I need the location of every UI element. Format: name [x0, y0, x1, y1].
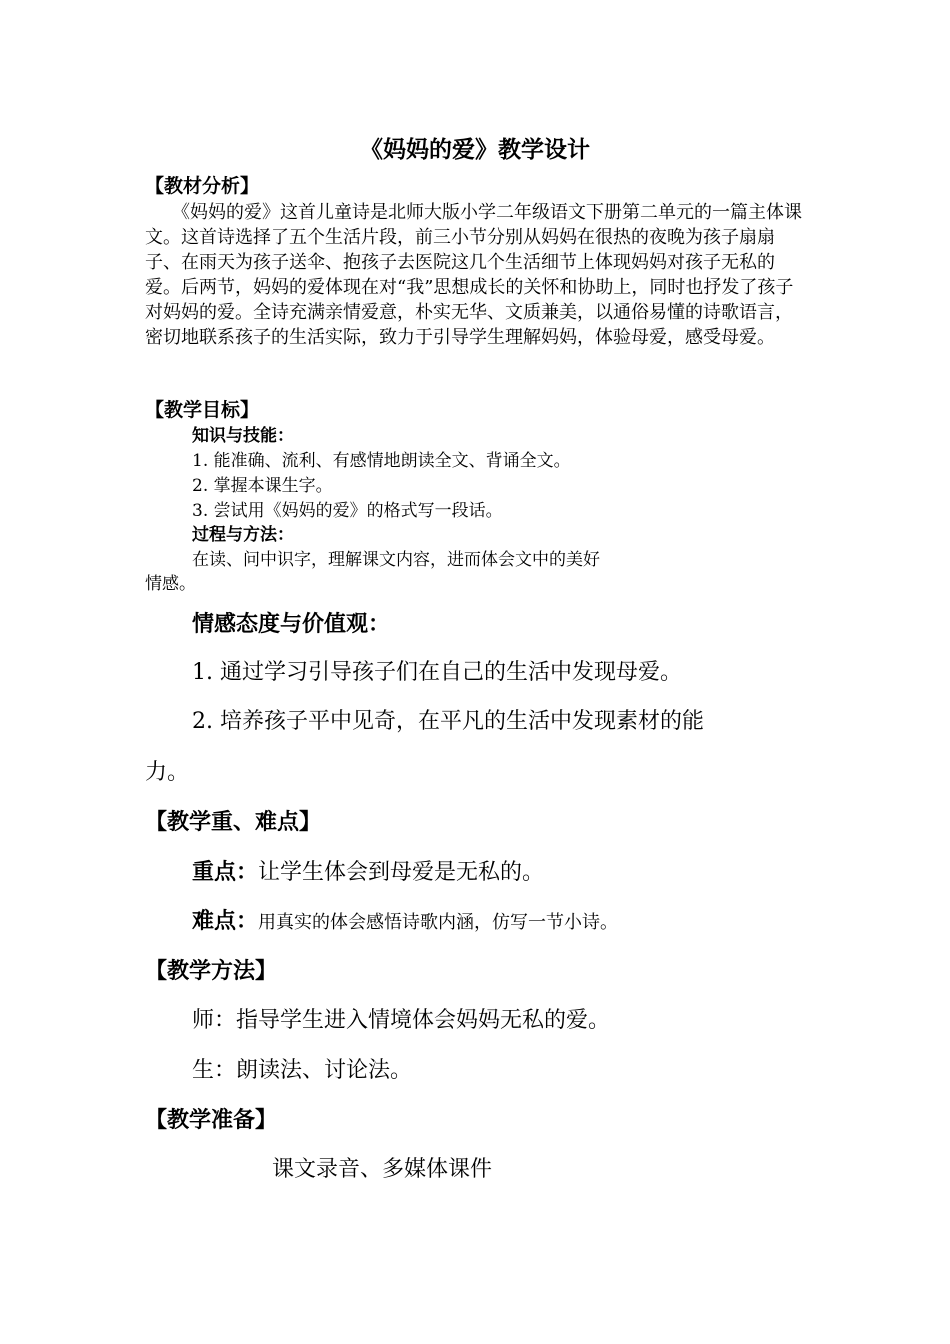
key-points-heading: 【教学重、难点】 [145, 809, 322, 835]
methods-heading: 【教学方法】 [145, 958, 278, 984]
preparation-heading: 【教学准备】 [145, 1107, 278, 1133]
attitude-item-1: 1. 通过学习引导孩子们在自己的生活中发现母爱。 [192, 660, 682, 685]
methods-student: 生：朗读法、讨论法。 [192, 1058, 413, 1083]
difficult-point-text: 用真实的体会感悟诗歌内涵，仿写一节小诗。 [258, 912, 619, 933]
document-title: 《妈妈的爱》教学设计 [360, 136, 590, 163]
analysis-heading: 【教材分析】 [145, 175, 260, 197]
knowledge-item-3: 3. 尝试用《妈妈的爱》的格式写一段话。 [192, 501, 503, 521]
methods-teacher: 师：指导学生进入情境体会妈妈无私的爱。 [192, 1008, 611, 1033]
key-point-text: 让学生体会到母爱是无私的。 [258, 860, 545, 885]
analysis-paragraph: 《妈妈的爱》这首儿童诗是北师大版小学二年级语文下册第二单元的一篇主体课文。这首诗选择了五个生活片段，前三小节分别从妈妈在很热的夜晚为孩子扇扇子、在雨天为孩子送伞、抱孩子去医院这几个生活细节上体现妈妈对孩子无私的爱。后两节，妈妈的爱体现在对“我”思想成长的关怀和协助上，同时也抒发了孩子对妈妈的爱。全诗充满亲情爱意，朴实无华、文质兼美，以通俗易懂的诗歌语言，密切地联系孩子的生活实际，致力于引导学生理解妈妈，体验母爱，感受母爱。 [145, 202, 802, 348]
difficult-point [192, 905, 618, 939]
process-heading: 过程与方法： [192, 525, 294, 545]
analysis-body [145, 200, 810, 350]
attitude-heading: 情感态度与价值观： [192, 611, 391, 637]
key-point-label: 重点： [192, 859, 259, 885]
difficult-point-label: 难点： [192, 908, 259, 934]
knowledge-item-1: 1. 能准确、流利、有感情地朗读全文、背诵全文。 [192, 451, 571, 471]
attitude-item-2: 2. 培养孩子平中见奇，在平凡的生活中发现素材的能 [192, 709, 704, 734]
preparation-items: 课文录音、多媒体课件 [272, 1157, 493, 1182]
key-point [192, 856, 544, 889]
knowledge-heading: 知识与技能： [192, 426, 294, 446]
knowledge-item-2: 2. 掌握本课生字。 [192, 476, 333, 496]
process-text [145, 548, 755, 596]
attitude-item-2-continued: 力。 [145, 760, 190, 785]
objectives-heading: 【教学目标】 [145, 399, 260, 421]
process-line-2: 情感。 [145, 574, 196, 594]
process-line-1: 在读、问中识字，理解课文内容，进而体会文中的美好 [192, 550, 600, 570]
